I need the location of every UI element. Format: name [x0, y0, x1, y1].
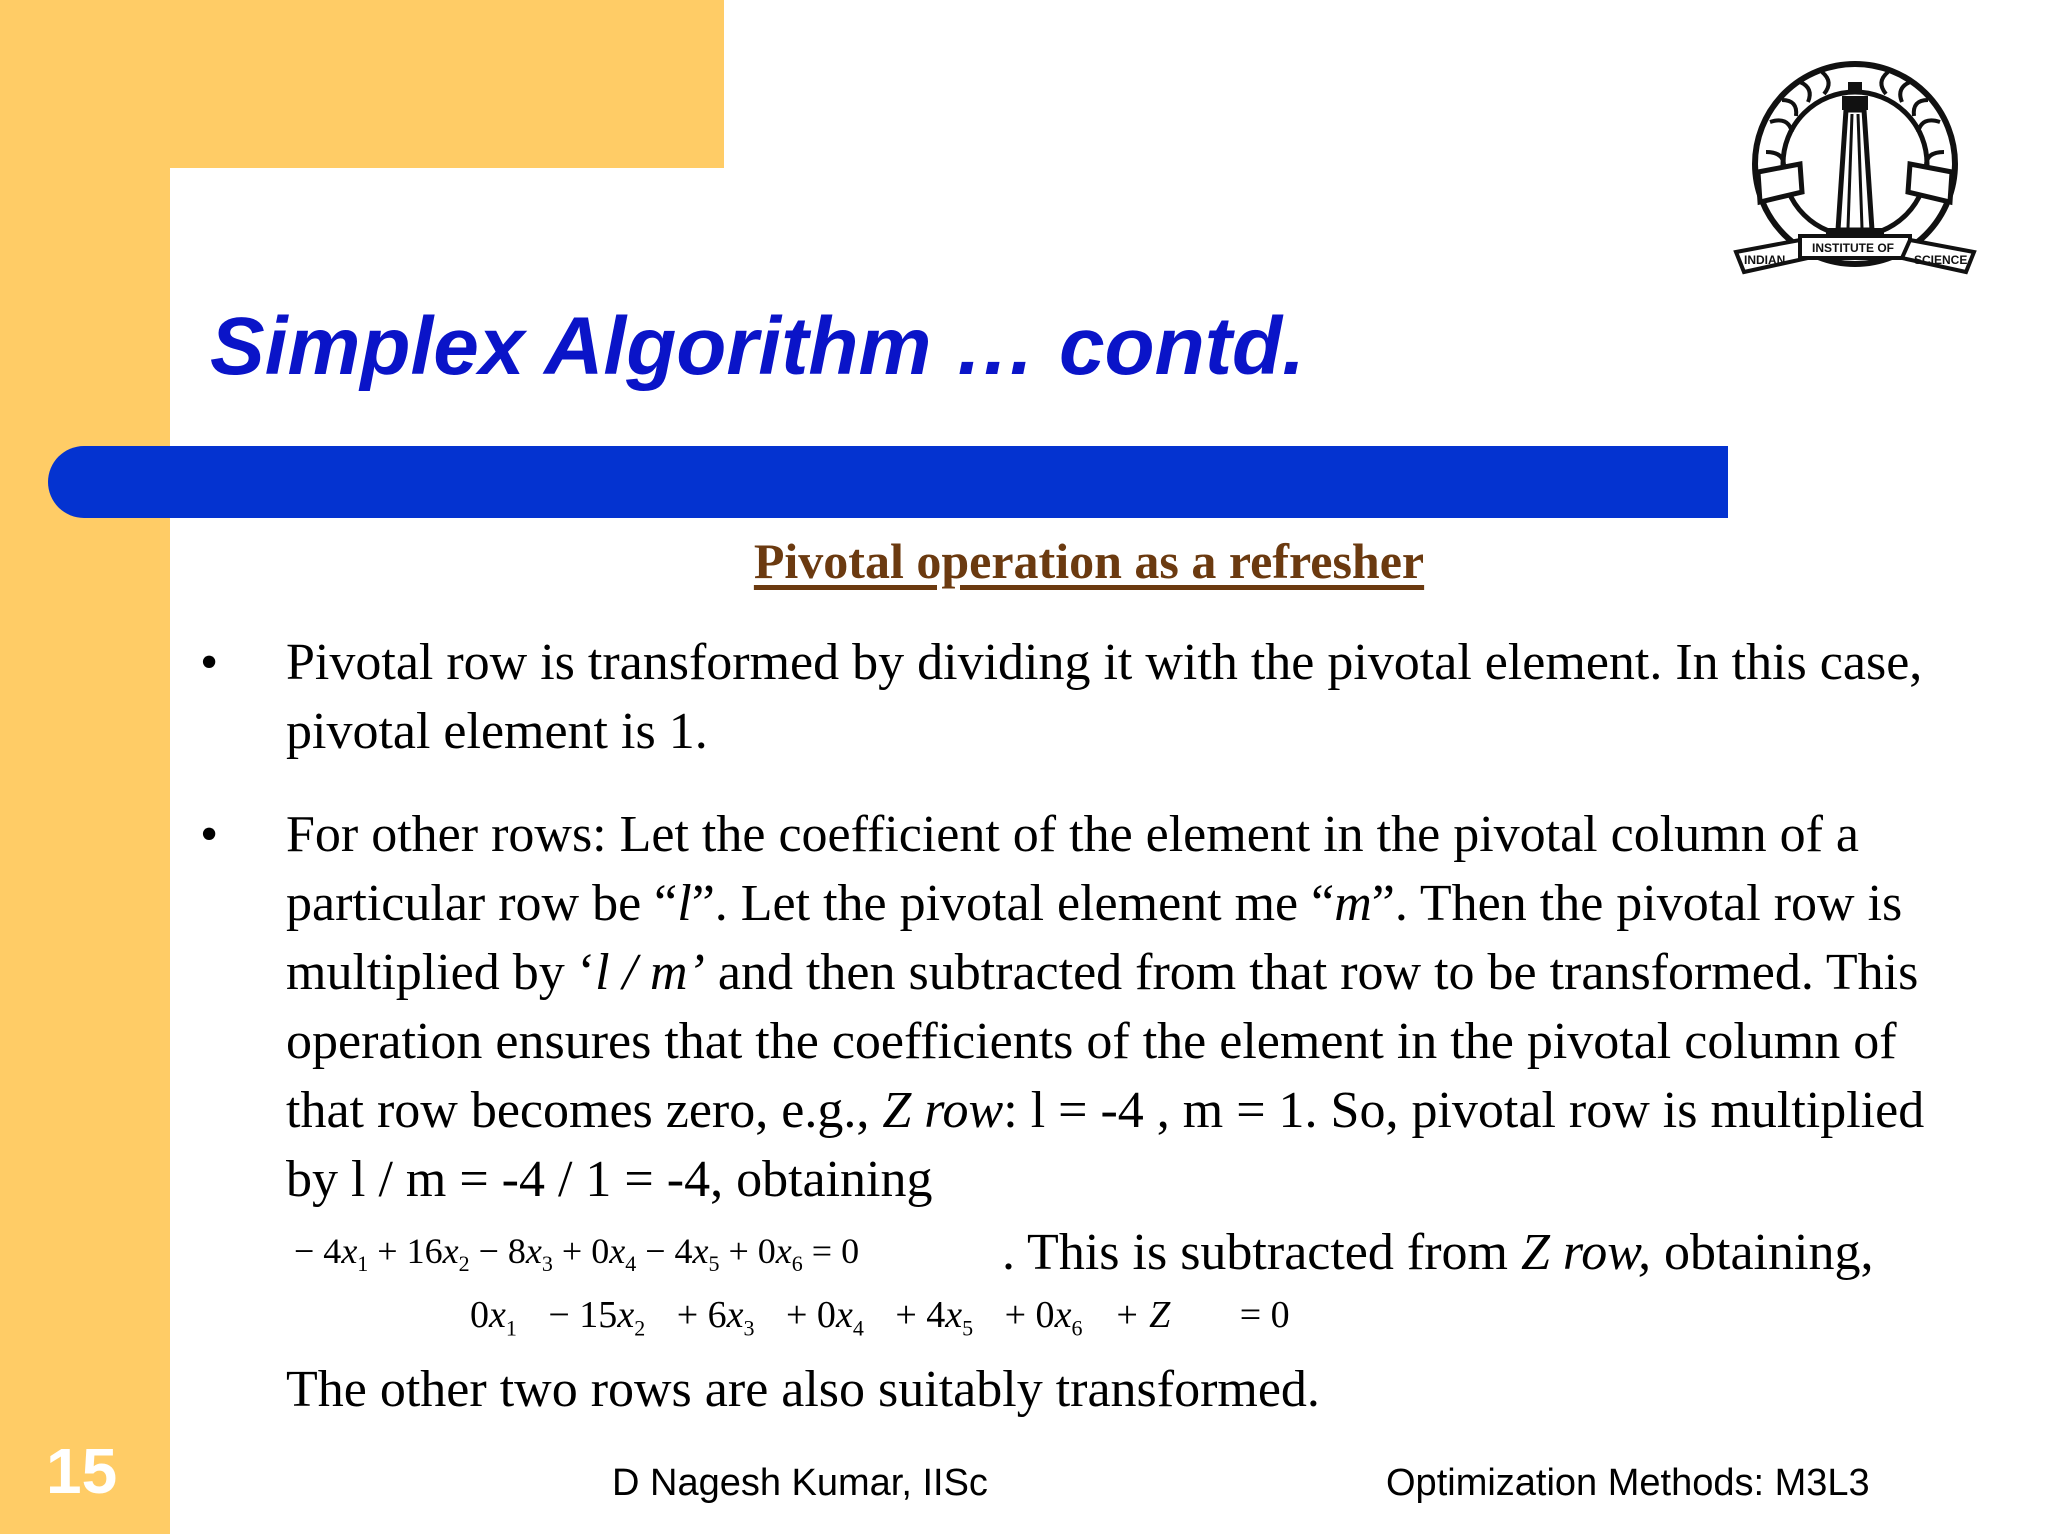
eq2-coef: + 0	[1004, 1294, 1055, 1336]
left-frame-band	[0, 0, 170, 1534]
eq1-var: x	[442, 1231, 459, 1271]
eq1-coef: − 4	[294, 1231, 342, 1271]
eq1-tail-b: obtaining,	[1651, 1224, 1874, 1281]
eq2-z-term: + Z	[1113, 1294, 1171, 1336]
equation-1-trailing-text	[1002, 1218, 1873, 1287]
svg-text:SCIENCE: SCIENCE	[1914, 253, 1968, 267]
subtitle-text: Pivotal operation as a refresher	[753, 533, 1425, 589]
eq1-var: x	[609, 1231, 626, 1271]
title-underline-bar	[48, 446, 1728, 518]
eq2-sub: 4	[852, 1315, 864, 1341]
bullet-marker-1: •	[200, 634, 219, 691]
eq2-coef: + 0	[786, 1294, 836, 1336]
bullet-1-text: Pivotal row is transformed by dividing it with the pivotal element. In this case, pivotal element is 1.	[286, 634, 1923, 760]
bullet-marker-2: •	[200, 806, 219, 863]
eq2-var: x	[726, 1294, 744, 1336]
eq2-var: x	[835, 1294, 853, 1336]
eq1-var: x	[775, 1231, 792, 1271]
eq1-sub: 2	[458, 1251, 470, 1277]
eq2-sub: 5	[962, 1315, 974, 1341]
eq1-rhs: = 0	[802, 1231, 860, 1271]
eq2-var: x	[1054, 1294, 1072, 1336]
eq2-sub: 3	[743, 1315, 755, 1341]
eq1-coef: + 0	[719, 1231, 776, 1271]
closing-line: The other two rows are also suitably transformed.	[286, 1361, 1320, 1418]
slide-number: 15	[46, 1435, 118, 1507]
top-frame-band	[0, 0, 724, 168]
footer-course: Optimization Methods: M3L3	[1386, 1462, 1870, 1504]
svg-text:INDIAN: INDIAN	[1744, 253, 1786, 267]
eq2-coef: + 4	[895, 1294, 946, 1336]
eq1-var: x	[341, 1231, 358, 1271]
eq2-coef: + 6	[676, 1294, 727, 1336]
bullet-2-text	[286, 800, 1986, 1214]
equation-new-z-row	[470, 1293, 1290, 1342]
svg-text:INSTITUTE OF: INSTITUTE OF	[1812, 241, 1894, 255]
footer-author: D Nagesh Kumar, IISc	[612, 1462, 988, 1504]
eq1-tail-a: . This is subtracted from	[1002, 1224, 1521, 1281]
eq2-sub: 1	[505, 1315, 517, 1341]
eq1-var: x	[525, 1231, 542, 1271]
bullet-2-part-5: : l = -4 , m = 1. So, pivotal row is multiplied by l / m = -4 / 1 = -4, obtaining	[286, 1082, 1925, 1208]
bullet-2-var-l: l	[677, 875, 692, 932]
eq2-sub: 6	[1071, 1315, 1083, 1341]
eq1-sub: 3	[541, 1251, 553, 1277]
eq1-sub: 6	[791, 1251, 803, 1277]
eq1-sub: 4	[625, 1251, 637, 1277]
eq2-var: x	[617, 1294, 635, 1336]
bullet-2-part-4: and then subtracted from that row to be transformed. This operation ensures that the coefficients of the element in the pivotal column of that row becomes zero, e.g.,	[286, 944, 1919, 1139]
eq1-var: x	[692, 1231, 709, 1271]
eq2-var: x	[945, 1294, 963, 1336]
eq2-var: x	[489, 1294, 506, 1336]
eq2-coef: − 15	[548, 1294, 618, 1336]
bullet-2-part-1: For other rows: Let the coefficient of the element in the pivotal column of a particular row be “	[286, 806, 1859, 932]
section-subtitle	[0, 532, 2048, 590]
eq1-sub: 1	[357, 1251, 369, 1277]
eq2-coef: 0	[470, 1294, 489, 1336]
iisc-emblem-icon	[1730, 52, 1980, 298]
bullet-2-part-3: ”. Then the pivotal row is multiplied by ‘	[286, 875, 1903, 1001]
equation-pivot-row-scaled	[294, 1230, 859, 1277]
slide-title: Simplex Algorithm … contd.	[210, 301, 1305, 392]
bullet-2-zrow: Z row	[882, 1082, 1004, 1139]
eq1-coef: + 16	[368, 1231, 443, 1271]
eq2-rhs: = 0	[1239, 1294, 1290, 1336]
eq1-coef: − 4	[636, 1231, 693, 1271]
eq1-sub: 5	[708, 1251, 720, 1277]
eq1-coef: + 0	[552, 1231, 610, 1271]
bullet-2-var-m: m	[1334, 875, 1372, 932]
eq2-sub: 2	[634, 1315, 646, 1341]
eq1-coef: − 8	[469, 1231, 526, 1271]
bullet-2-ratio: l / m’	[595, 944, 705, 1001]
eq1-tail-zrow: Z row,	[1520, 1224, 1652, 1281]
bullet-2-part-2: ”. Let the pivotal element me “	[691, 875, 1335, 932]
